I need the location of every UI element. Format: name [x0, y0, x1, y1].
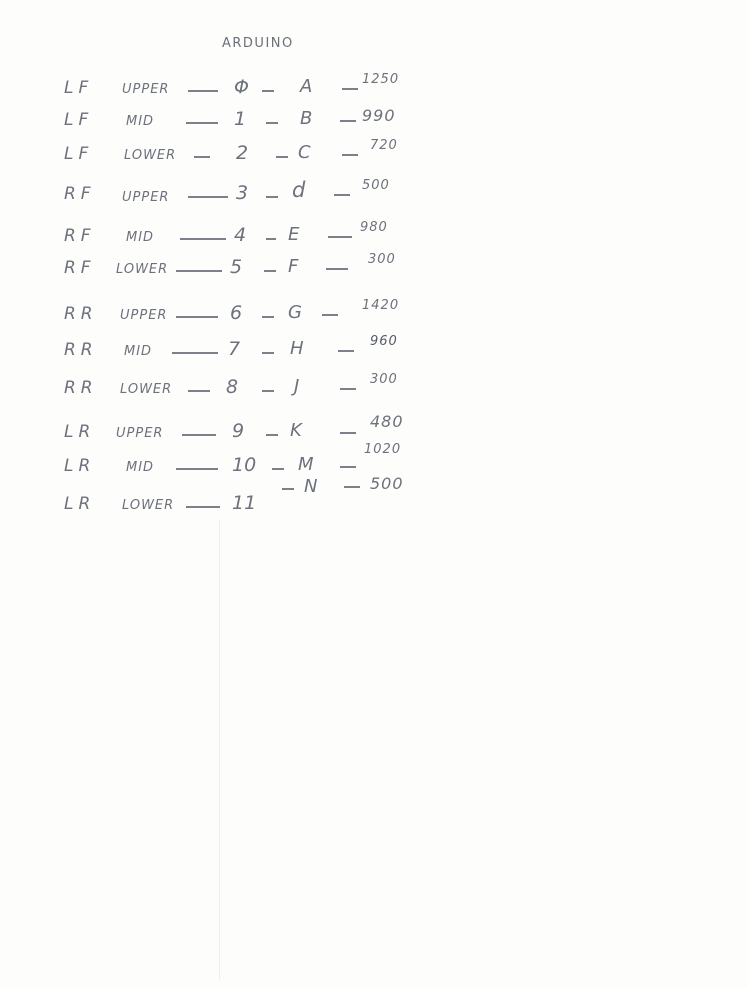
channel-letter: J: [294, 376, 300, 397]
connector-line: [188, 90, 218, 92]
connector-line: [322, 314, 338, 316]
connector-line: [266, 238, 276, 240]
angle-value: 720: [370, 138, 398, 153]
connector-line: [334, 194, 350, 196]
connector-line: [262, 316, 274, 318]
angle-value: 500: [362, 178, 390, 193]
channel-letter: B: [300, 108, 313, 129]
connector-line: [266, 196, 278, 198]
connector-line: [176, 316, 218, 318]
mapping-row: [0, 372, 748, 408]
angle-value: 960: [370, 334, 398, 349]
pin-number: 11: [232, 492, 257, 514]
leg-side: LR: [64, 422, 96, 442]
leg-side: RR: [64, 304, 98, 324]
leg-segment: UPPER: [122, 82, 170, 97]
pin-number: 10: [232, 454, 257, 476]
channel-letter: H: [290, 338, 304, 359]
connector-line: [342, 88, 358, 90]
connector-line: [262, 90, 274, 92]
leg-segment: MID: [126, 230, 155, 245]
channel-letter: F: [288, 256, 299, 277]
connector-line: [176, 468, 218, 470]
connector-line: [186, 122, 218, 124]
angle-value: 480: [370, 412, 404, 431]
angle-value: 1420: [362, 298, 400, 313]
connector-line: [342, 154, 358, 156]
leg-segment: MID: [126, 114, 155, 129]
connector-line: [340, 466, 356, 468]
leg-side: RR: [64, 378, 98, 398]
connector-line: [180, 238, 226, 240]
leg-segment: MID: [124, 344, 153, 359]
leg-segment: UPPER: [116, 426, 164, 441]
leg-side: LR: [64, 494, 96, 514]
angle-value: 1020: [364, 442, 402, 457]
connector-line: [176, 270, 222, 272]
leg-segment: MID: [126, 460, 155, 475]
connector-line: [338, 350, 354, 352]
pin-number: 8: [226, 376, 239, 398]
connector-line: [266, 434, 278, 436]
channel-letter: d: [292, 178, 306, 202]
pin-number: 4: [234, 224, 247, 246]
angle-value: 1250: [362, 72, 400, 87]
connector-line: [262, 352, 274, 354]
connector-line: [344, 486, 360, 488]
mapping-row: [0, 138, 748, 174]
angle-value: 300: [370, 372, 398, 387]
leg-segment: LOWER: [124, 148, 177, 163]
connector-line: [340, 388, 356, 390]
connector-line: [266, 122, 278, 124]
pin-number: 6: [230, 302, 243, 324]
connector-line: [340, 120, 356, 122]
pin-number: 3: [236, 182, 249, 204]
leg-segment: LOWER: [116, 262, 169, 277]
leg-side: RF: [64, 184, 96, 204]
channel-letter: N: [304, 476, 318, 497]
connector-line: [186, 506, 220, 508]
pin-number: 7: [228, 338, 241, 360]
connector-line: [188, 390, 210, 392]
connector-line: [272, 468, 284, 470]
connector-line: [326, 268, 348, 270]
pin-number: 1: [234, 108, 247, 130]
connector-line: [262, 390, 274, 392]
channel-letter: A: [300, 76, 313, 97]
connector-line: [182, 434, 216, 436]
connector-line: [282, 488, 294, 490]
leg-side: LF: [64, 144, 94, 164]
leg-segment: LOWER: [122, 498, 175, 513]
angle-value: 500: [370, 474, 404, 493]
connector-line: [328, 236, 352, 238]
mapping-row: [0, 474, 748, 524]
pin-number: 9: [232, 420, 245, 442]
leg-side: LF: [64, 110, 94, 130]
channel-letter: E: [288, 224, 300, 245]
page-title: ARDUINO: [222, 36, 294, 51]
channel-letter: K: [290, 420, 302, 441]
leg-segment: UPPER: [122, 190, 170, 205]
angle-value: 980: [360, 220, 388, 235]
pin-number: Φ: [234, 76, 249, 98]
mapping-row: [0, 178, 748, 214]
connector-line: [194, 156, 210, 158]
mapping-row: [0, 298, 748, 334]
connector-line: [188, 196, 228, 198]
connector-line: [172, 352, 218, 354]
leg-side: LF: [64, 78, 94, 98]
paper-crease: [219, 520, 220, 980]
leg-side: RR: [64, 340, 98, 360]
mapping-row: [0, 72, 748, 108]
leg-segment: LOWER: [120, 382, 173, 397]
pin-number: 2: [236, 142, 249, 164]
connector-line: [276, 156, 288, 158]
mapping-row: [0, 334, 748, 370]
leg-segment: UPPER: [120, 308, 168, 323]
channel-letter: M: [298, 454, 314, 475]
leg-side: LR: [64, 456, 96, 476]
connector-line: [264, 270, 276, 272]
mapping-row: [0, 252, 748, 288]
angle-value: 990: [362, 106, 396, 125]
pin-number: 5: [230, 256, 243, 278]
channel-letter: G: [288, 302, 302, 323]
angle-value: 300: [368, 252, 396, 267]
mapping-row: [0, 106, 748, 140]
channel-letter: C: [298, 142, 311, 163]
connector-line: [340, 432, 356, 434]
leg-side: RF: [64, 258, 96, 278]
leg-side: RF: [64, 226, 96, 246]
